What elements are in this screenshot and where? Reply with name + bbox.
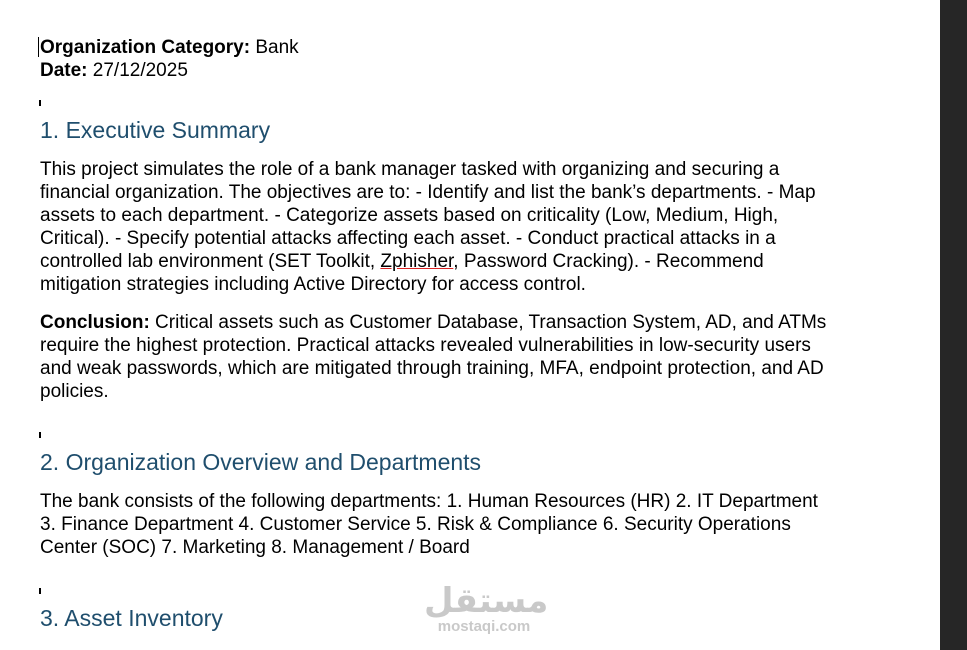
executive-summary-text-end: , Password Cracking). - Recommend mitigation strategies including Active Directory for access control. xyxy=(40,251,764,295)
section-heading-asset-inventory: 3. Asset Inventory xyxy=(40,605,223,631)
section-heading-organization-overview: 2. Organization Overview and Departments xyxy=(40,449,482,475)
org-category-line xyxy=(40,36,830,59)
date-label: Date: xyxy=(40,60,88,81)
executive-summary-paragraph xyxy=(40,158,830,296)
date-line xyxy=(40,59,830,82)
org-category-value: Bank xyxy=(250,37,299,58)
executive-summary-text: This project simulates the role of a bank manager tasked with organizing and securing a financial organization. The objectives are to: - Identify and list the bank’s departments. - Map assets to each department. - Categorize assets based on criticality (Low, Medium, High, Critical). - Specify potential attacks affecting each asset. - Conduct practical attacks in a controlled lab environment (SET Toolkit, xyxy=(40,159,816,272)
conclusion-text: Critical assets such as Customer Database, Transaction System, AD, and ATMs require the highest protection. Practical attacks revealed vulnerabilities in low-security users and weak passwords, which are mitigated through training, MFA, endpoint protection, and AD policies. xyxy=(40,312,827,402)
section-heading-executive-summary: 1. Executive Summary xyxy=(40,117,271,143)
paragraph-mark xyxy=(39,588,41,594)
watermark-logo xyxy=(424,581,549,635)
paragraph-mark xyxy=(39,432,41,438)
date-value: 27/12/2025 xyxy=(87,60,188,81)
document-content[interactable] xyxy=(40,36,830,632)
watermark-latin: mostaqi.com xyxy=(437,618,531,635)
org-category-label: Organization Category: xyxy=(40,37,251,58)
paragraph-mark xyxy=(39,100,41,106)
text-cursor xyxy=(38,37,39,57)
conclusion-paragraph xyxy=(40,311,830,403)
conclusion-label: Conclusion: xyxy=(40,312,150,333)
watermark-arabic: مستقل xyxy=(424,581,549,621)
window-edge-bar xyxy=(940,0,967,650)
misspelled-word: Zphisher xyxy=(380,251,454,272)
organization-overview-paragraph: The bank consists of the following departments: 1. Human Resources (HR) 2. IT Department 3. Finance Department 4. Customer Service 5. Risk & Compliance 6. Security Operations Center (SOC) 7. Marketing 8. Management / Board xyxy=(40,491,818,558)
